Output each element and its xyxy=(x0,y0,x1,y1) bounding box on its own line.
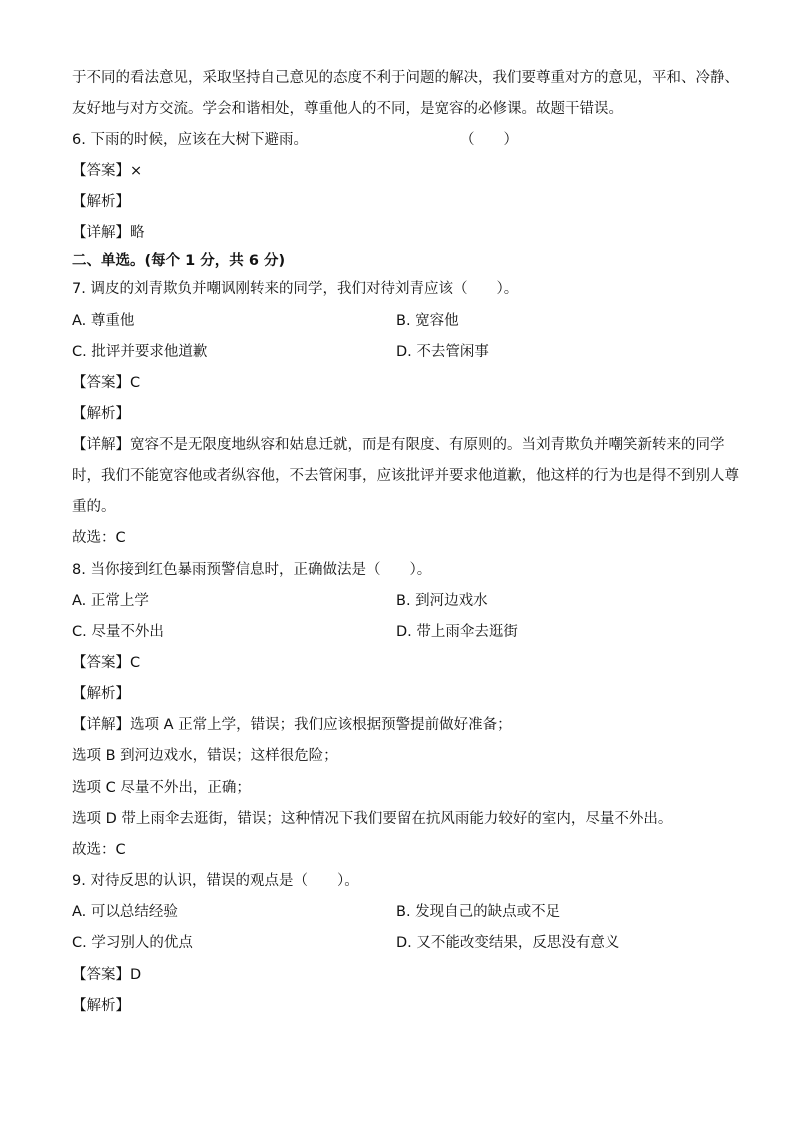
option-a: A. 可以总结经验 xyxy=(72,904,178,920)
detail-text: 选项 B 到河边戏水，错误；这样很危险； xyxy=(72,748,338,764)
detail-text: 【详解】选项 A 正常上学，错误；我们应该根据预警提前做好准备； xyxy=(72,717,512,733)
answer-label: 【答案】C xyxy=(72,375,141,391)
answer-label: 【答案】D xyxy=(72,967,142,983)
question-8: 8. 当你接到红色暴雨预警信息时，正确做法是（ ）。 xyxy=(72,562,432,578)
option-a: A. 正常上学 xyxy=(72,593,149,609)
section-heading: 二、单选。(每个 1 分，共 6 分) xyxy=(72,253,286,269)
detail-text: 选项 D 带上雨伞去逛街，错误；这种情况下我们要留在抗风雨能力较好的室内，尽量不外出。 xyxy=(72,811,673,827)
paragraph-line: 于不同的看法意见，采取坚持自己意见的态度不利于问题的解决，我们要尊重对方的意见，平和、冷静、 xyxy=(72,70,739,86)
choose-text: 故选：C xyxy=(72,842,126,858)
detail-text: 时，我们不能宽容他或者纵容他，不去管闲事，应该批评并要求他道歉，他这样的行为也是得不到别人尊 xyxy=(72,468,739,484)
answer-label: 【答案】C xyxy=(72,655,141,671)
choose-text: 故选：C xyxy=(72,530,126,546)
analysis-label: 【解析】 xyxy=(72,194,130,210)
option-d: D. 带上雨伞去逛街 xyxy=(396,624,518,640)
answer-label: 【答案】× xyxy=(72,163,143,179)
option-c: C. 学习别人的优点 xyxy=(72,935,193,951)
question-6: 6. 下雨的时候，应该在大树下避雨。 xyxy=(72,132,308,148)
question-7: 7. 调皮的刘青欺负并嘲讽刚转来的同学，我们对待刘青应该（ ）。 xyxy=(72,281,519,297)
question-6-blank: （ ） xyxy=(460,132,518,148)
analysis-label: 【解析】 xyxy=(72,686,130,702)
option-b: B. 发现自己的缺点或不足 xyxy=(396,904,561,920)
paragraph-line: 友好地与对方交流。学会和谐相处，尊重他人的不同，是宽容的必修课。故题干错误。 xyxy=(72,101,623,117)
option-a: A. 尊重他 xyxy=(72,313,135,329)
analysis-label: 【解析】 xyxy=(72,406,130,422)
detail-text: 选项 C 尽量不外出，正确； xyxy=(72,780,251,796)
option-d: D. 又不能改变结果，反思没有意义 xyxy=(396,935,620,951)
detail-text: 重的。 xyxy=(72,499,116,515)
option-c: C. 批评并要求他道歉 xyxy=(72,344,208,360)
detail-label: 【详解】略 xyxy=(72,225,145,241)
option-c: C. 尽量不外出 xyxy=(72,624,164,640)
option-b: B. 宽容他 xyxy=(396,313,459,329)
question-9: 9. 对待反思的认识，错误的观点是（ ）。 xyxy=(72,873,359,889)
detail-text: 【详解】宽容不是无限度地纵容和姑息迁就，而是有限度、有原则的。当刘青欺负并嘲笑新转来的同学 xyxy=(72,437,725,453)
analysis-label: 【解析】 xyxy=(72,998,130,1014)
option-b: B. 到河边戏水 xyxy=(396,593,488,609)
option-d: D. 不去管闲事 xyxy=(396,344,489,360)
